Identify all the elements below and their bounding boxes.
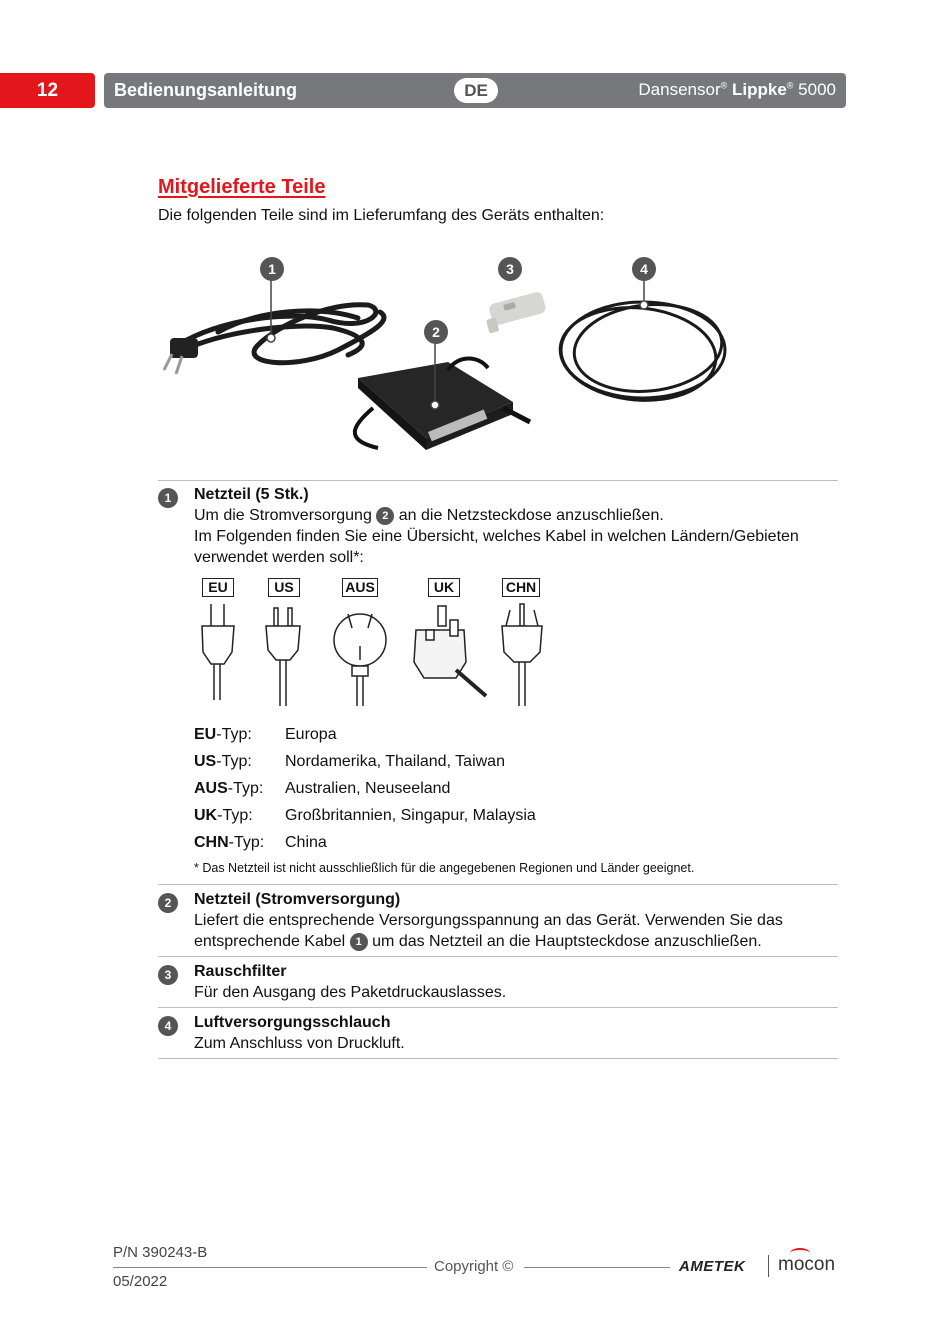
power-cord-image (178, 305, 384, 363)
plug-label-chn: CHN (502, 578, 540, 597)
item-4-title: Luftversorgungsschlauch (194, 1014, 391, 1031)
footnote: * Das Netzteil ist nicht ausschließlich für die angegebenen Regionen und Länder geeignet. (194, 861, 695, 875)
divider (158, 1058, 838, 1059)
divider (158, 956, 838, 957)
type-row-eu: EU-Typ: Europa (194, 726, 337, 743)
logo-separator (768, 1255, 769, 1277)
mocon-logo: mocon (778, 1254, 836, 1275)
air-hose-image (556, 298, 726, 407)
product-name: Dansensor® Lippke® 5000 (638, 80, 836, 99)
item-number-3: 3 (158, 965, 178, 985)
plug-label-eu: EU (202, 578, 234, 597)
item-2-line1: Liefert die entsprechende Versorgungsspannung an das Gerät. Verwenden Sie das (194, 912, 783, 929)
item-1 (194, 484, 799, 568)
chn-plug-drawing (502, 604, 542, 706)
callout-1: 1 (260, 257, 284, 281)
section-intro: Die folgenden Teile sind im Lieferumfang des Geräts enthalten: (158, 207, 605, 224)
parts-photo (158, 250, 758, 470)
item-1-line2: Im Folgenden finden Sie eine Übersicht, welches Kabel in welchen Ländern/Gebieten (194, 528, 799, 545)
type-row-uk: UK-Typ: Großbritannien, Singapur, Malaysia (194, 807, 536, 824)
item-2-line2: entsprechende Kabel 1 um das Netzteil an die Hauptsteckdose anzuschließen. (194, 933, 762, 950)
page-number: 12 (0, 73, 95, 108)
footer-rule-left (113, 1267, 427, 1268)
section-title: Mitgelieferte Teile (158, 176, 326, 198)
item-4 (194, 1012, 405, 1054)
part-number: P/N 390243-B (113, 1244, 208, 1261)
noise-filter-image (486, 291, 547, 334)
item-number-4: 4 (158, 1016, 178, 1036)
footer-rule-right (524, 1267, 670, 1268)
type-row-aus: AUS-Typ: Australien, Neuseeland (194, 780, 451, 797)
callout-4: 4 (632, 257, 656, 281)
plug-label-us: US (268, 578, 300, 597)
item-4-line1: Zum Anschluss von Druckluft. (194, 1035, 405, 1052)
divider (158, 1007, 838, 1008)
uk-plug-drawing (414, 606, 486, 696)
item-2-title: Netzteil (Stromversorgung) (194, 891, 401, 908)
item-1-line3: verwendet werden soll*: (194, 549, 364, 566)
power-supply-image (355, 358, 530, 450)
plug-label-aus: AUS (342, 578, 378, 597)
eu-plug-drawing (202, 604, 234, 700)
item-3-line1: Für den Ausgang des Paketdruckauslasses. (194, 984, 507, 1001)
ametek-logo: AMETEK (679, 1258, 746, 1275)
manual-title: Bedienungsanleitung (114, 80, 298, 100)
item-number-2: 2 (158, 893, 178, 913)
divider (158, 480, 838, 481)
language-badge: DE (454, 78, 498, 103)
copyright: Copyright © (434, 1258, 514, 1275)
publish-date: 05/2022 (113, 1273, 168, 1290)
item-1-line1: Um die Stromversorgung 2 an die Netzsteckdose anzuschließen. (194, 507, 664, 524)
item-number-1: 1 (158, 488, 178, 508)
us-plug-drawing (266, 608, 300, 706)
item-2 (194, 889, 783, 952)
plug-label-uk: UK (428, 578, 460, 597)
eu-plug-image (164, 338, 198, 374)
type-row-us: US-Typ: Nordamerika, Thailand, Taiwan (194, 753, 505, 770)
callout-2: 2 (424, 320, 448, 344)
header-bar (104, 73, 846, 108)
aus-plug-drawing (334, 614, 386, 706)
type-row-chn: CHN-Typ: China (194, 834, 327, 851)
callout-3: 3 (498, 257, 522, 281)
divider (158, 884, 838, 885)
plug-types-illustration (194, 578, 554, 708)
item-1-title: Netzteil (5 Stk.) (194, 486, 309, 503)
item-3 (194, 961, 506, 1003)
item-3-title: Rauschfilter (194, 963, 287, 980)
